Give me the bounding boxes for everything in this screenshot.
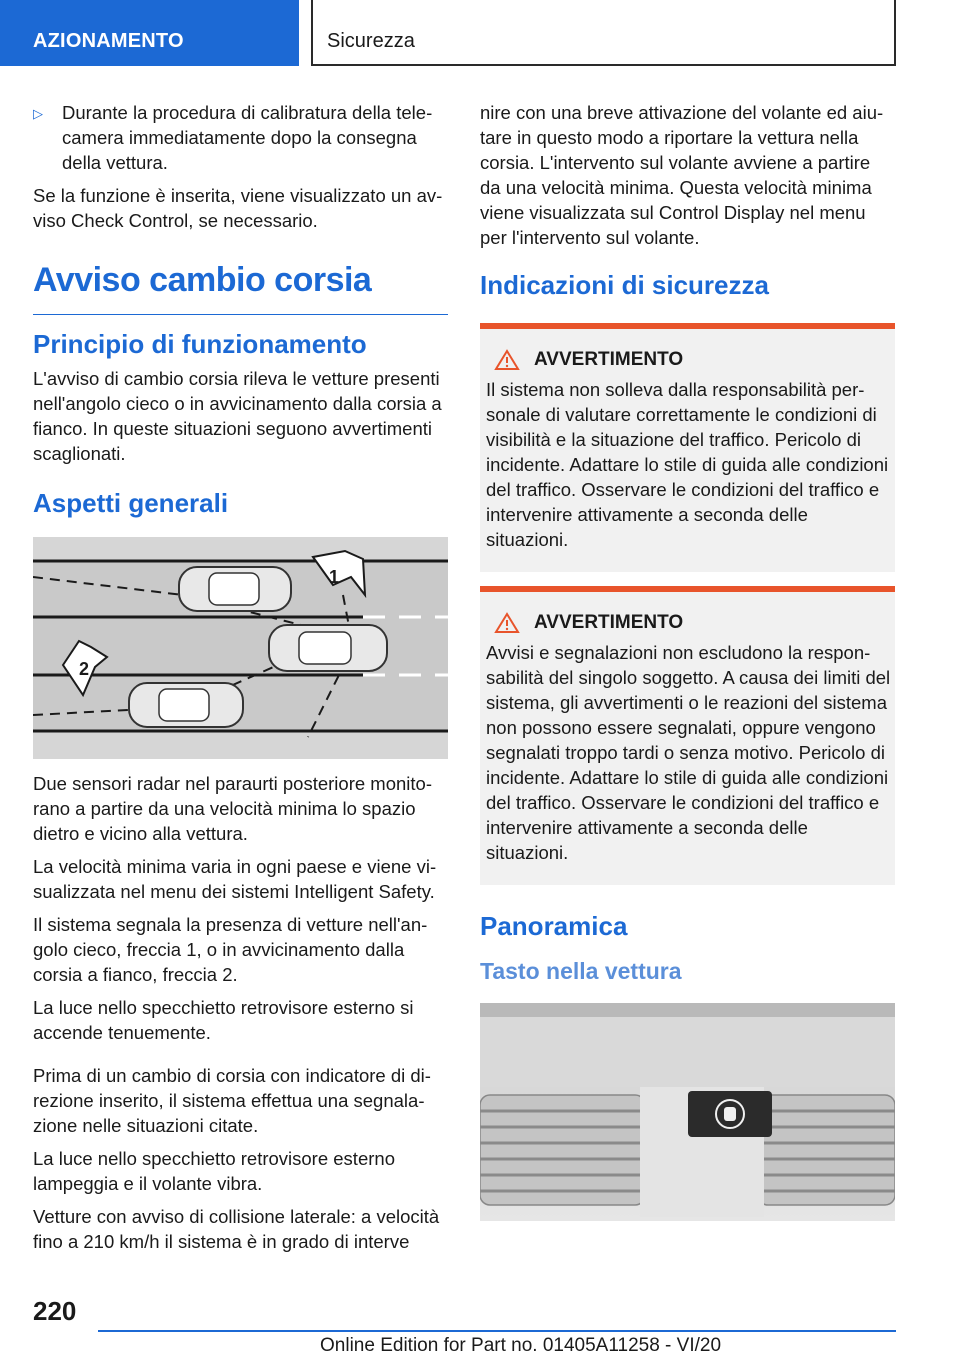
- left-column: [33, 100, 448, 1262]
- warning-title: AVVERTIMENTO: [534, 349, 684, 370]
- footer-divider: [98, 1330, 896, 1332]
- dashboard-svg: [480, 1003, 895, 1221]
- heading-principio: Principio di funzionamento: [33, 329, 367, 359]
- lane-diagram-svg: [33, 537, 448, 759]
- warning-title: AVVERTIMENTO: [534, 612, 684, 633]
- paragraph-6: La luce nello specchietto retrovisore esterno lampeggia e il volante vibra.: [33, 1148, 395, 1194]
- bullet-text: Durante la procedura di calibratura della telecamera immediatamente dopo la consegna della vettura.: [62, 102, 433, 173]
- warning-box-1: [480, 323, 895, 572]
- paragraph-3: Il sistema segnala la presenza di vetture nell'angolo cieco, freccia 1, o in avvicinamento dalla corsia a fianco, freccia 2.: [33, 914, 428, 985]
- svg-text:2: 2: [79, 659, 90, 679]
- paragraph-4: La luce nello specchietto retrovisore esterno si accende tenuemente.: [33, 997, 414, 1043]
- lane-change-illustration: [33, 537, 448, 759]
- assist-button-icon: [688, 1091, 772, 1137]
- warning-text: Il sistema non solleva dalla responsabilità personale di valutare correttamente le condizioni di visibilità e la situazione del traffico. Pericolo di incidente. Adattare lo stile di guida alle condizioni del traffico. Osservare le condizioni del traffico e intervenire attivamente a seconda delle situazioni.: [486, 379, 889, 550]
- footer-edition: Online Edition for Part no. 01405A11258 - VI/20: [320, 1335, 722, 1356]
- header-chapter-tab: Sicurezza: [311, 0, 896, 66]
- heading-tasto: Tasto nella vettura: [480, 958, 682, 984]
- air-vent-right: [758, 1095, 895, 1205]
- warning-box-2: [480, 586, 895, 885]
- triangle-bullet-icon: ▷: [33, 106, 43, 121]
- heading-sicurezza: Indicazioni di sicurezza: [480, 270, 769, 300]
- car-middle: [269, 625, 387, 671]
- button-location-photo: [480, 1003, 895, 1221]
- right-column: [480, 100, 895, 1221]
- header-section-tab: AZIONAMENTO: [0, 0, 299, 66]
- heading-panoramica: Panoramica: [480, 911, 628, 941]
- paragraph-2: La velocità minima varia in ogni paese e viene visualizzata nel menu dei sistemi Intelligent Safety.: [33, 856, 437, 902]
- page-number: 220: [33, 1296, 77, 1326]
- intro-paragraph: Se la funzione è inserita, viene visualizzato un avviso Check Control, se necessario.: [33, 185, 443, 231]
- car-top: [179, 567, 291, 611]
- air-vent-left: [480, 1095, 645, 1205]
- main-heading: Avviso cambio corsia: [33, 261, 448, 315]
- principio-paragraph: L'avviso di cambio corsia rileva le vetture presenti nell'angolo cieco o in avvicinamento dalla corsia a fianco. In queste situazioni seguono avvertimenti scaglionati.: [33, 368, 442, 464]
- continued-paragraph: nire con una breve attivazione del volante ed aiutare in questo modo a riportare la vettura nella corsia. L'intervento sul volante avviene a partire da una velocità minima. Questa velocità minima viene visualizzata sul Control Display nel menu per l'intervento sul volante.: [480, 102, 884, 248]
- bullet-item: [33, 100, 448, 175]
- svg-text:1: 1: [329, 567, 340, 587]
- warning-triangle-icon: [494, 612, 520, 634]
- warning-triangle-icon: [494, 349, 520, 371]
- paragraph-1: Due sensori radar nel paraurti posteriore monitorano a partire da una velocità minima lo spazio dietro e vicino alla vettura.: [33, 773, 432, 844]
- paragraph-5: Prima di un cambio di corsia con indicatore di direzione inserito, il sistema effettua una segnalazione nelle situazioni citate.: [33, 1065, 431, 1136]
- paragraph-7: Vetture con avviso di collisione laterale: a velocità fino a 210 km/h il sistema è in grado di interve: [33, 1206, 440, 1252]
- heading-aspetti: Aspetti generali: [33, 488, 229, 518]
- car-bottom: [129, 683, 243, 727]
- warning-text: Avvisi e segnalazioni non escludono la responsabilità del singolo soggetto. A causa dei limiti del sistema, gli avvertimenti o le reazioni del sistema non possono essere segnalati, oppure vengono segnalati troppo tardi o senza motivo. Pericolo di incidente. Adattare lo stile di guida alle condizioni del traffico. Osservare le condizioni del traffico e intervenire attivamente a seconda delle situazioni.: [486, 642, 891, 863]
